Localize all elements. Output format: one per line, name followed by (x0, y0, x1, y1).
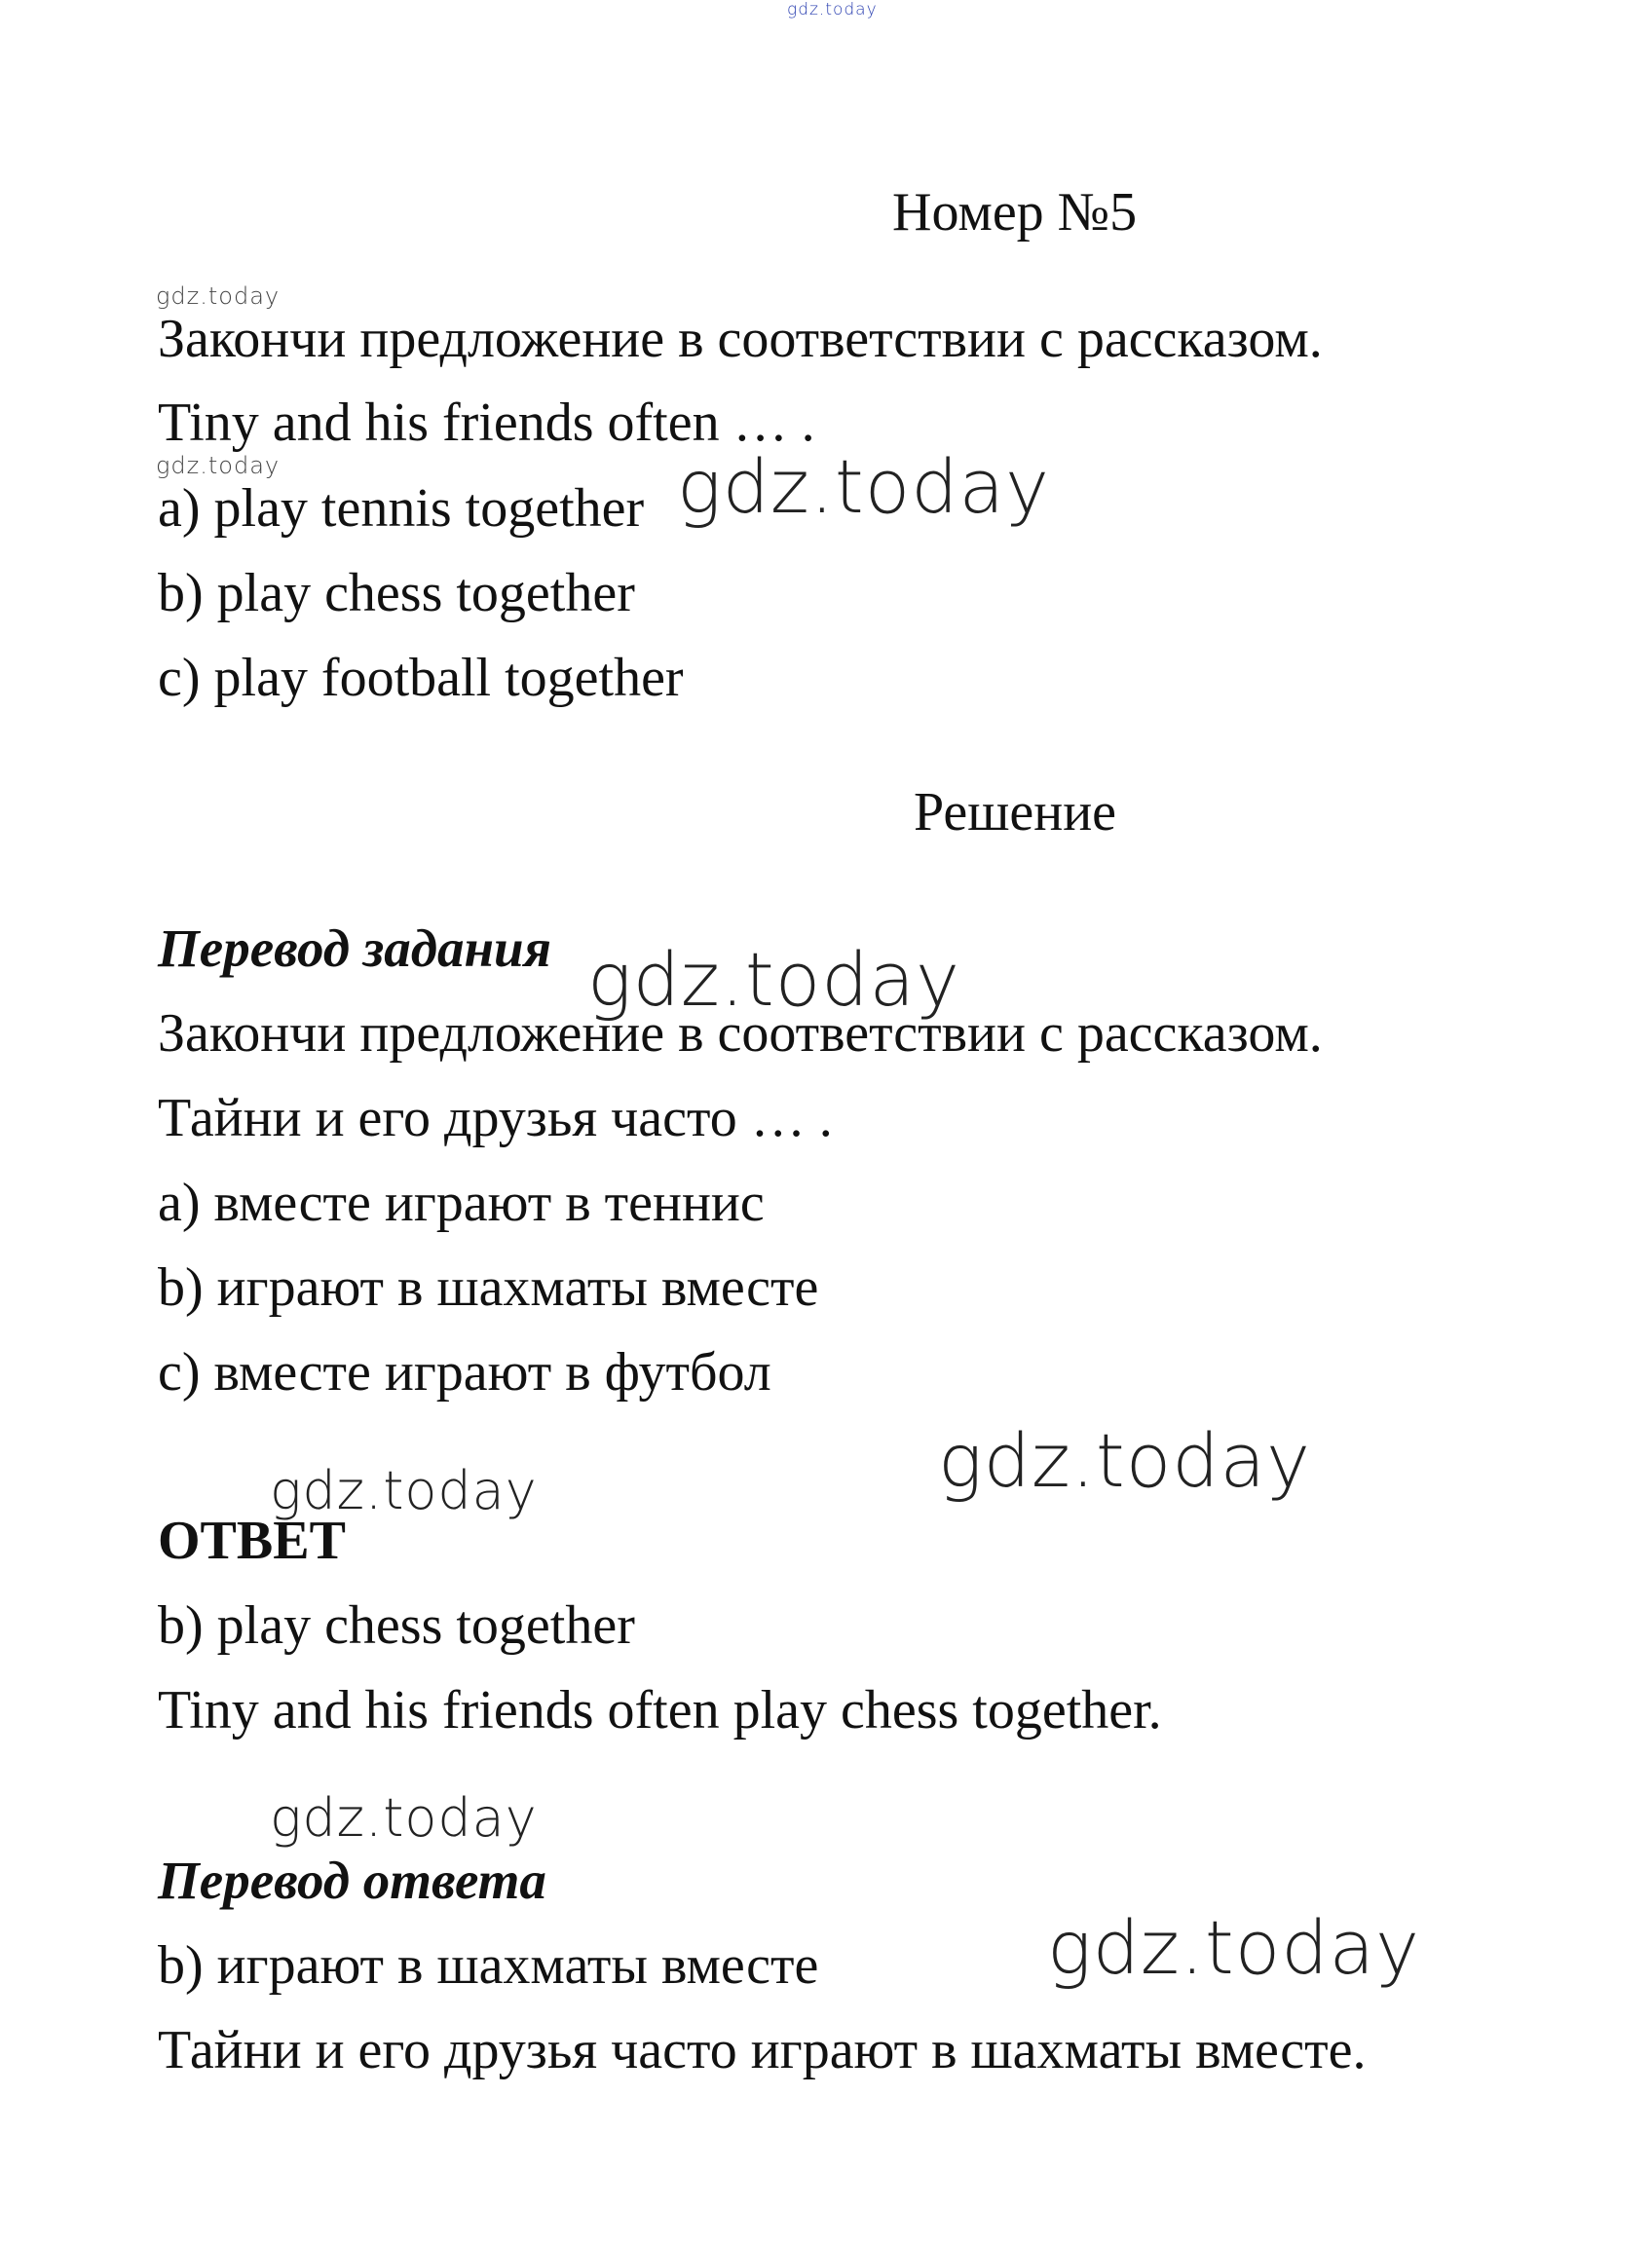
task-option-a: a) play tennis together (158, 478, 645, 539)
translation-option-c: c) вместе играют в футбол (158, 1342, 771, 1403)
watermark-large: gdz.today (938, 1417, 1311, 1504)
answer-choice: b) play chess together (158, 1595, 635, 1656)
translation-option-a: a) вместе играют в теннис (158, 1173, 765, 1233)
page-title: Номер №5 (892, 182, 1138, 243)
task-instruction: Закончи предложение в соответствии с рассказом. (158, 309, 1323, 369)
answer-translation-choice: b) играют в шахматы вместе (158, 1935, 819, 1996)
answer-sentence: Tiny and his friends often play chess together. (158, 1680, 1162, 1741)
answer-heading: ОТВЕТ (158, 1511, 346, 1571)
translation-heading: Перевод задания (158, 918, 551, 978)
watermark-top: gdz.today (787, 0, 878, 19)
solution-heading: Решение (914, 782, 1117, 842)
answer-translation-heading: Перевод ответа (158, 1851, 546, 1910)
watermark-small: gdz.today (156, 282, 281, 310)
task-sentence: Tiny and his friends often … . (158, 393, 815, 453)
translation-option-b: b) играют в шахматы вместе (158, 1257, 819, 1318)
task-option-c: c) play football together (158, 648, 684, 708)
watermark-small: gdz.today (156, 452, 281, 479)
watermark-medium: gdz.today (270, 1460, 538, 1521)
watermark-large: gdz.today (677, 443, 1050, 530)
task-option-b: b) play chess together (158, 563, 635, 623)
translation-instruction: Закончи предложение в соответствии с рассказом. (158, 1003, 1323, 1064)
answer-translation-sentence: Тайни и его друзья часто играют в шахматы вместе. (158, 2020, 1367, 2080)
translation-sentence: Тайни и его друзья часто … . (158, 1088, 833, 1148)
watermark-medium: gdz.today (270, 1787, 538, 1849)
watermark-large: gdz.today (1047, 1904, 1420, 1991)
watermark-large: gdz.today (587, 936, 960, 1023)
